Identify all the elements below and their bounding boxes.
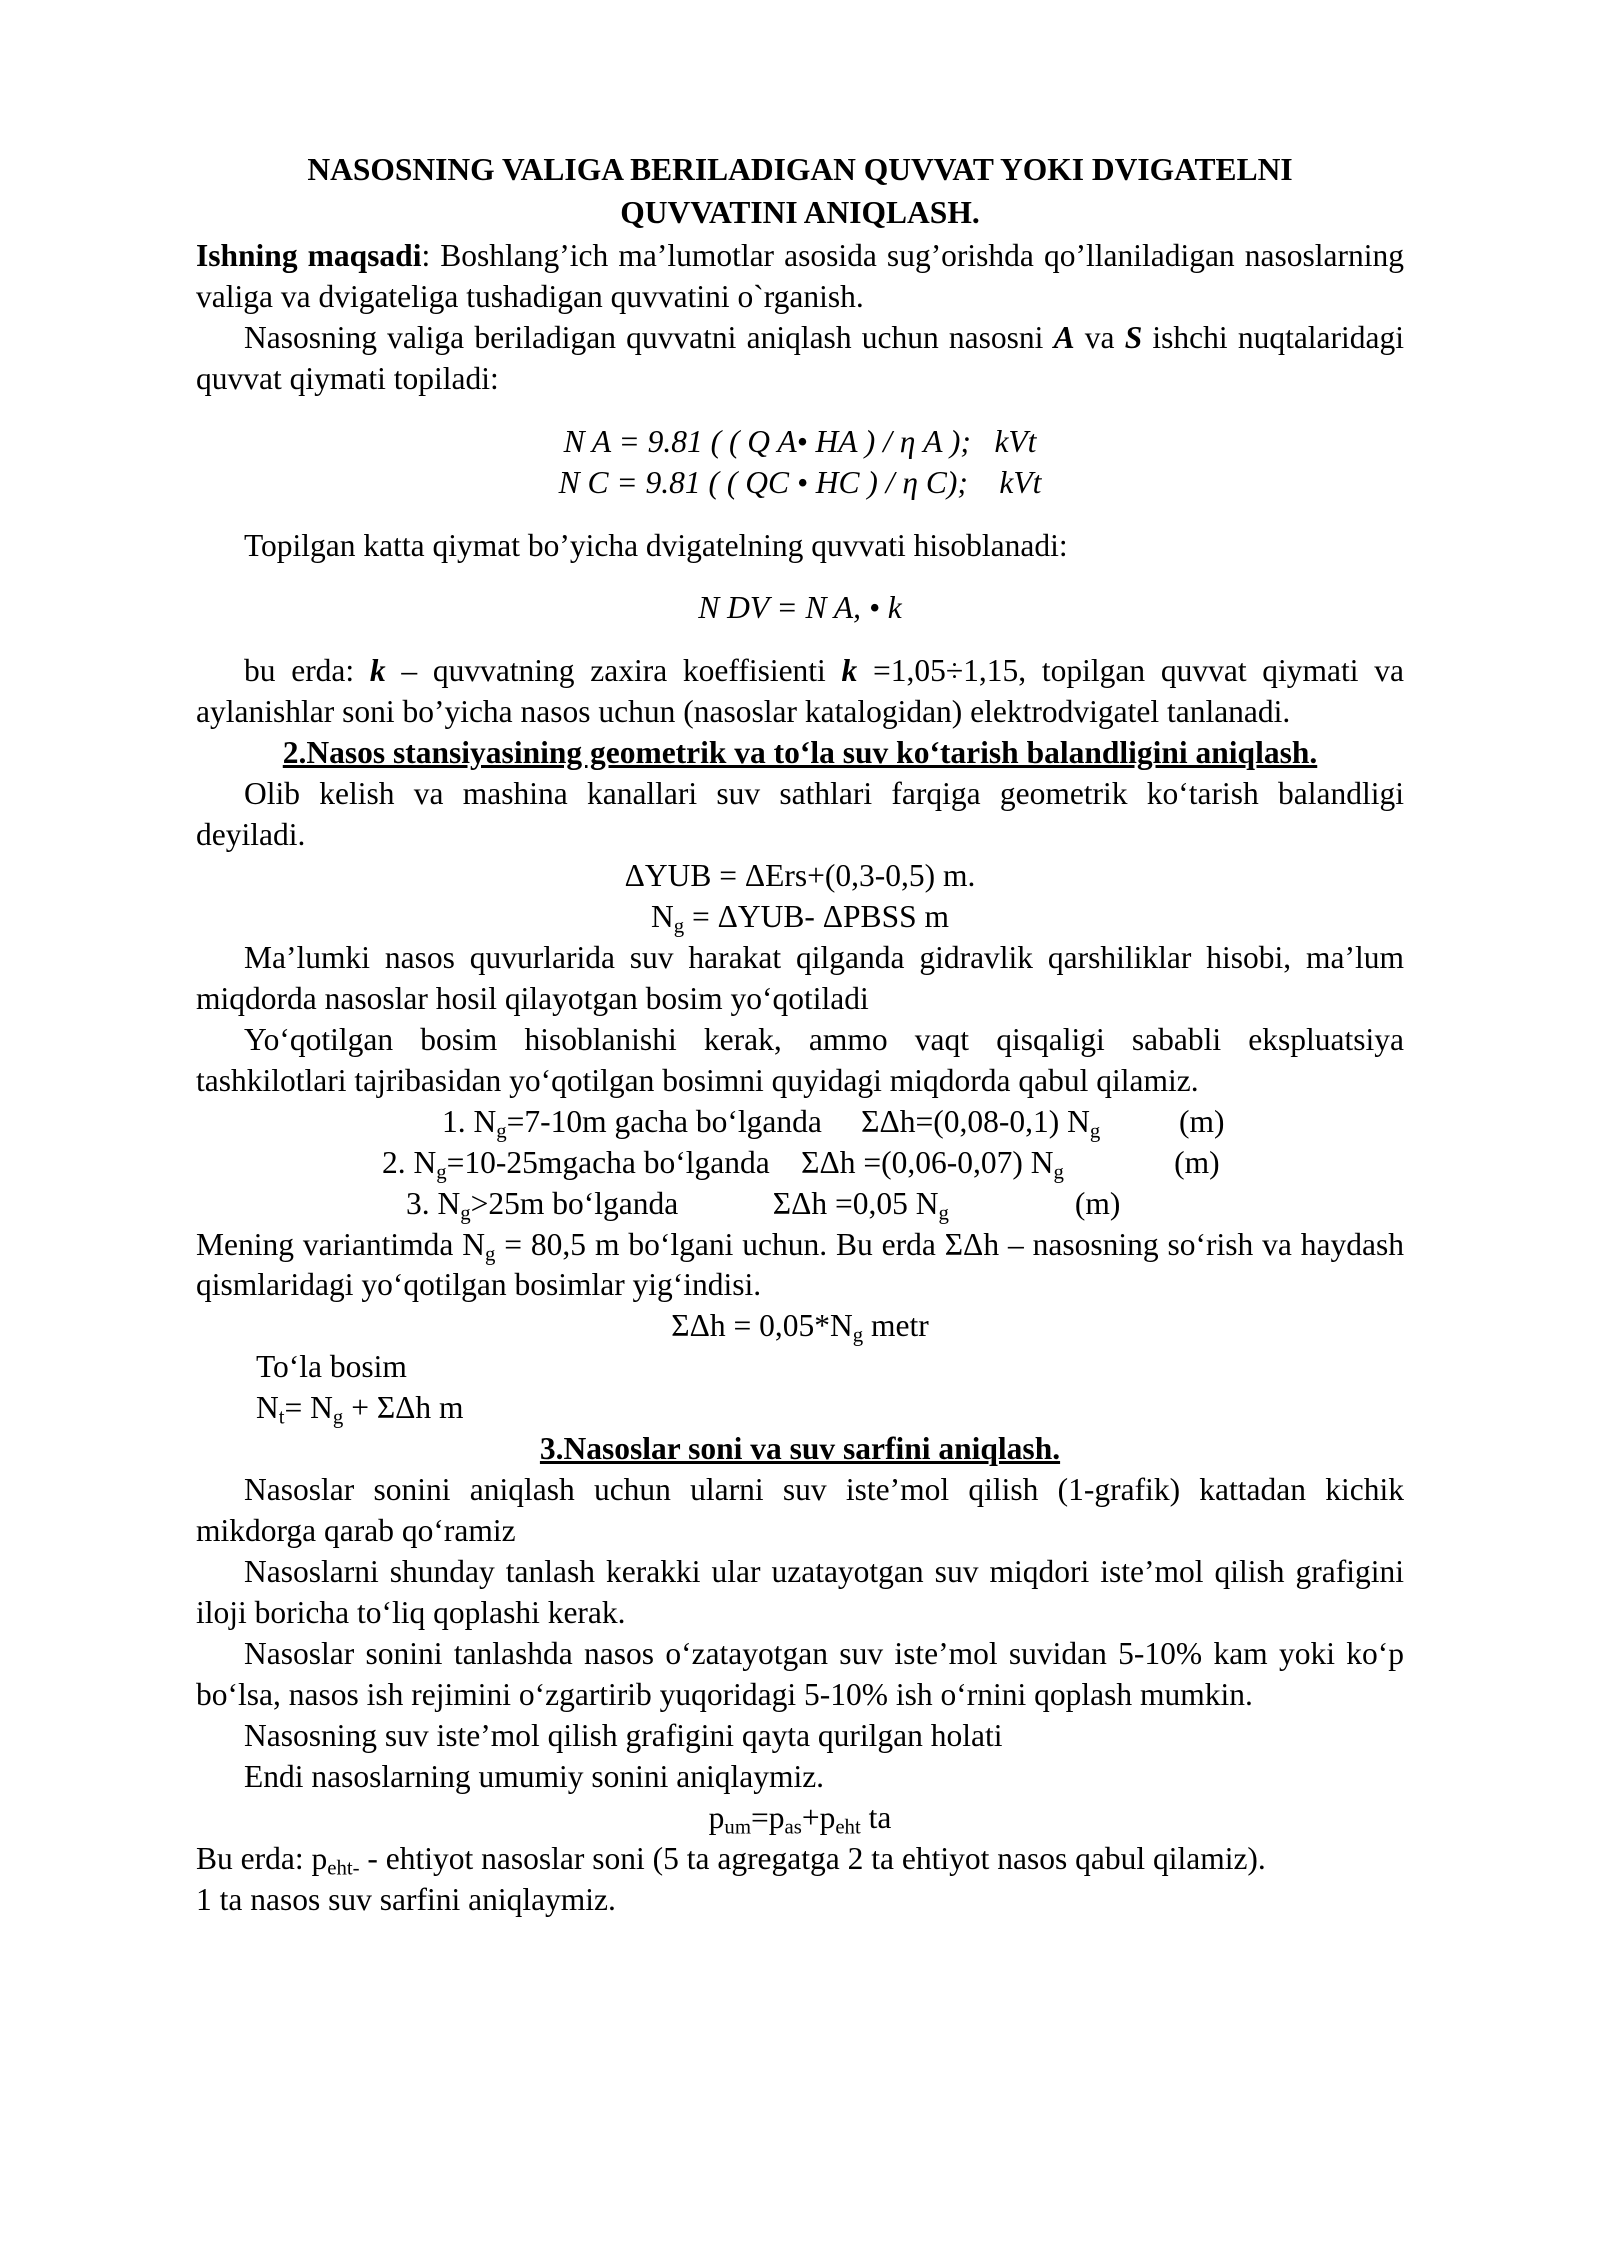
list-cond: $N_g>25m$ bo‘lganda bbox=[437, 1185, 679, 1224]
section-heading-2: 2.Nasos stansiyasining geometrik va to‘la suv ko‘tarish balandligini aniqlash. bbox=[282, 735, 1318, 771]
k-note-text-2: – quvvatning zaxira koeffisienti bbox=[385, 653, 842, 689]
formula-na: N A = 9.81 ( ( Q A• HA ) / η A ); kVt bbox=[563, 423, 1037, 459]
spacer bbox=[196, 504, 1404, 526]
list-unit: (m) bbox=[1174, 1144, 1220, 1180]
k-note-text-1: bu erda: bbox=[244, 653, 370, 689]
page-title-line1: NASOSNING VALIGA BERILADIGAN QUVVAT YOKI DVIGATELNI bbox=[307, 152, 1293, 187]
list-number: 1. bbox=[442, 1103, 474, 1139]
geometric-paragraph: Olib kelish va mashina kanallari suv sathlari farqiga geometrik ko‘tarish balandligi deyiladi. bbox=[196, 776, 1404, 853]
purpose-text: : Boshlang’ich ma’lumotlar asosida sug’orishda qo’llaniladigan nasoslarning valiga va dvigateliga tushadigan quvvatini o`rganish. bbox=[196, 237, 1404, 314]
variant-text-2: = 80,5 m bo‘lgani uchun. Bu erda ΣΔh – nasosning so‘rish va haydash qismlaridagi yo‘qotilgan bosimlar yig‘indisi. bbox=[196, 1226, 1404, 1303]
formula-yub: ΔYUB = ΔErs+(0,3-0,5) m. bbox=[624, 858, 976, 894]
soni-paragraph: Nasoslar sonini aniqlash uchun ularni suv iste’mol qilish (1-grafik) kattadan kichik mikdorga qarab qo‘ramiz bbox=[196, 1472, 1404, 1549]
symbol-k-1: k bbox=[369, 653, 386, 689]
intro-text-1: Nasosning valiga beriladigan quvvatni aniqlash uchun nasosni bbox=[244, 319, 1054, 355]
spacer bbox=[196, 400, 1404, 422]
endi-paragraph: Endi nasoslarning umumiy sonini aniqlaymiz. bbox=[244, 1758, 825, 1794]
formula-ng: $N_g = \Delta YUB-$ ΔPBSS m bbox=[651, 899, 949, 938]
final-subscript: eht- bbox=[327, 1855, 360, 1879]
formula-sum-dh: $\Sigma\Delta h = 0,05*N_g$ metr bbox=[671, 1308, 929, 1347]
list-item bbox=[196, 1184, 1404, 1225]
grafik-paragraph: Nasosning suv iste’mol qilish grafigini qayta qurilgan holati bbox=[244, 1717, 1003, 1753]
after-formula-paragraph: Topilgan katta qiymat bo’yicha dvigatelning quvvati hisoblanadi: bbox=[244, 527, 1068, 563]
section-heading-3: 3.Nasoslar soni va suv sarfini aniqlash. bbox=[539, 1431, 1061, 1467]
list-number: 3. bbox=[406, 1185, 438, 1221]
k-note-paragraph bbox=[196, 651, 1404, 733]
spacer bbox=[196, 629, 1404, 651]
variant-subscript: g bbox=[484, 1241, 496, 1265]
list-cond: $N_g=10-25mgacha$ bo‘lganda bbox=[413, 1144, 770, 1184]
final-last-line: 1 ta nasos suv sarfini aniqlaymiz. bbox=[196, 1881, 616, 1917]
formula-nt: $N_t= N_g + \Sigma\Delta h$ m bbox=[256, 1390, 464, 1429]
intro-text-3: ishchi nuqtalaridagi quvvat qiymati topiladi: bbox=[196, 319, 1405, 396]
list-cond: $N_g=7-10m$ gacha bo‘lganda bbox=[473, 1103, 822, 1143]
symbol-k-2: k bbox=[841, 653, 858, 689]
intro-paragraph bbox=[196, 318, 1404, 400]
k-note-text-3: =1,05÷1,15, topilgan quvvat qiymati va aylanishlar soni bo’yicha nasos uchun (nasoslar katalogidan) elektrodvigatel tanlanadi. bbox=[196, 653, 1404, 730]
purpose-paragraph bbox=[196, 236, 1404, 318]
list-number: 2. bbox=[382, 1144, 414, 1180]
list-item bbox=[196, 1143, 1404, 1184]
final-note-paragraph bbox=[196, 1839, 1404, 1880]
tola-bosim-label: To‘la bosim bbox=[256, 1349, 407, 1385]
tanlashda-paragraph: Nasoslar sonini tanlashda nasos o‘zatayotgan suv iste’mol suvidan 5-10% kam yoki ko‘p bo‘lsa, nasos ish rejimini o‘zgartirib yuqoridagi 5-10% ish o‘rnini qoplash mumkin. bbox=[196, 1635, 1404, 1712]
spacer bbox=[196, 566, 1404, 588]
symbol-a: A bbox=[1053, 319, 1075, 355]
yoqotilgan-paragraph: Yo‘qotilgan bosim hisoblanishi kerak, ammo vaqt qisqaligi sababli ekspluatsiya tashkilotlari tajribasidan yo‘qotilgan bosimni quyidagi miqdorda qabul qilamiz. bbox=[196, 1021, 1404, 1098]
formula-nc: N C = 9.81 ( ( QC • HC ) / η C); kVt bbox=[558, 464, 1042, 500]
symbol-s: S bbox=[1124, 319, 1143, 355]
list-result: ΣΔh =(0,06-0,07) $N_g$ bbox=[801, 1144, 1064, 1184]
list-result: ΣΔh=(0,08-0,1) $N_g$ bbox=[861, 1103, 1101, 1143]
formula-pum: $p_{um}=p_{as}+p_{eht}$ ta bbox=[708, 1799, 892, 1839]
variant-text-1: Mening variantimda N bbox=[196, 1226, 485, 1262]
list-unit: (m) bbox=[1074, 1185, 1121, 1221]
page-title-line2: QUVVATINI ANIQLASH. bbox=[620, 194, 980, 230]
tanlash-paragraph: Nasoslarni shunday tanlash kerakki ular uzatayotgan suv miqdori iste’mol qilish grafigini iloji boricha to‘liq qoplashi kerak. bbox=[196, 1554, 1404, 1630]
final-text-1: Bu erda: p bbox=[196, 1840, 328, 1876]
list-result: ΣΔh =0,05 $N_g$ bbox=[772, 1185, 949, 1224]
purpose-label: Ishning maqsadi bbox=[196, 237, 422, 273]
formula-ndv: N DV = N A, • k bbox=[698, 590, 902, 626]
list-item bbox=[196, 1102, 1404, 1143]
intro-text-2: va bbox=[1074, 319, 1125, 355]
list-unit: (m) bbox=[1179, 1103, 1225, 1139]
malumki-paragraph: Ma’lumki nasos quvurlarida suv harakat qilganda gidravlik qarshiliklar hisobi, ma’lum miqdorda nasoslar hosil qilayotgan bosim yo‘qotiladi bbox=[196, 939, 1404, 1016]
variant-paragraph bbox=[196, 1225, 1404, 1307]
final-text-2: - ehtiyot nasoslar soni (5 ta agregatga 2 ta ehtiyot nasos qabul qilamiz). bbox=[359, 1840, 1266, 1876]
